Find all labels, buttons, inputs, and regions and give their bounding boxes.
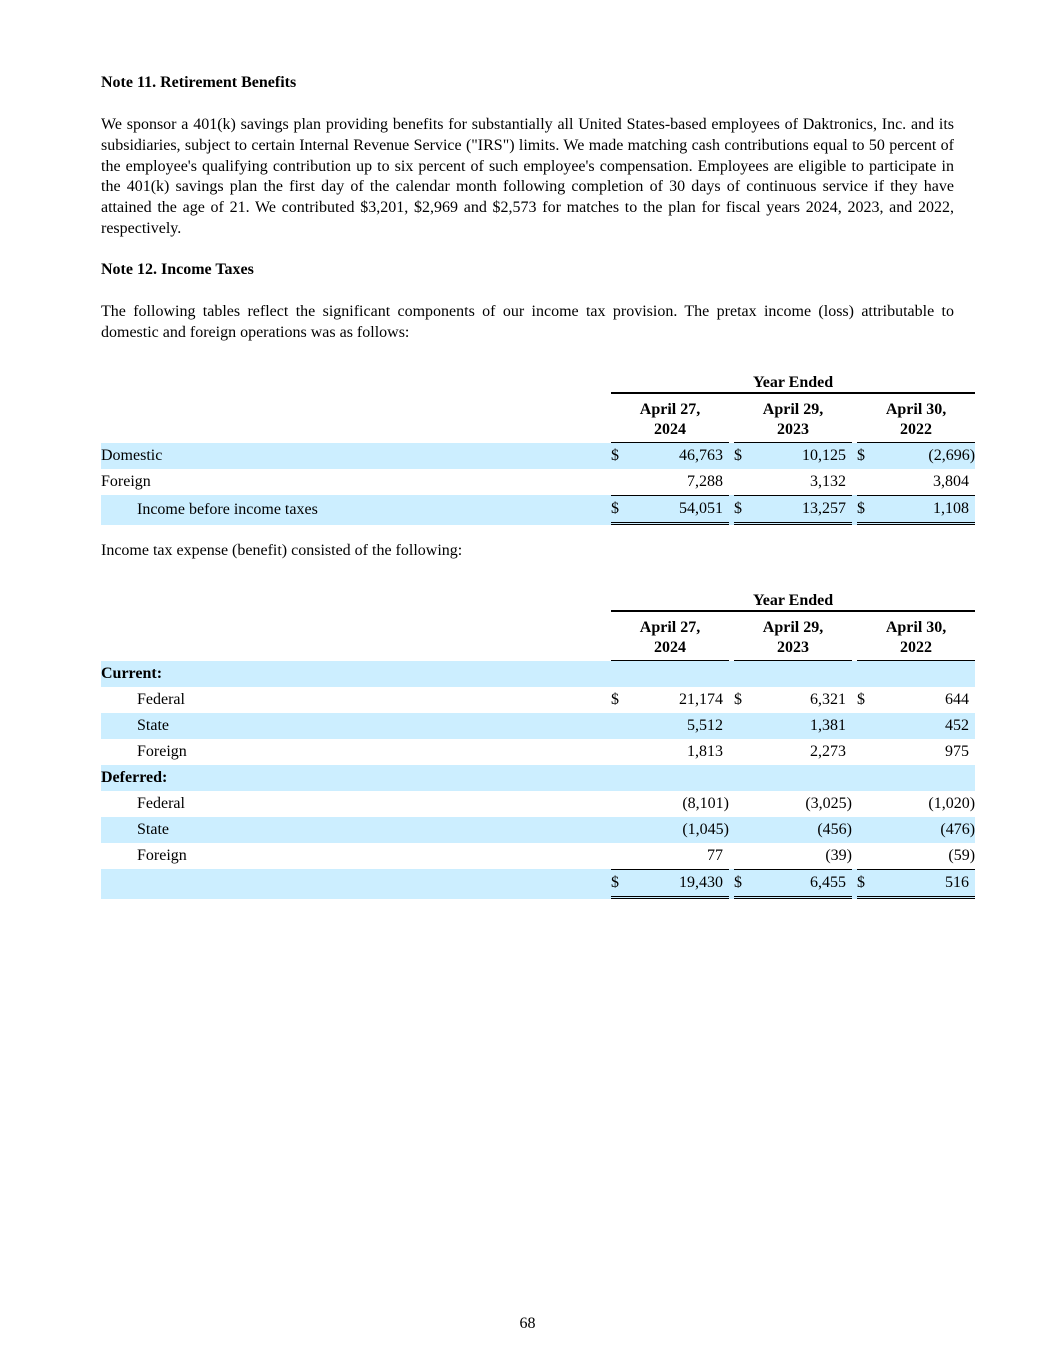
table-row: Federal $ 21,174 $ 6,321 $ 644	[137, 691, 969, 708]
note11-body: We sponsor a 401(k) savings plan providing benefits for substantially all United States-based employees of Daktronics, Inc. and its subsidiaries, subject to certain Internal Revenue Service ("IRS") limits. We made matching cash contributions equal to 50 percent of the employee's qualifying contribution up to six percent of such employee's compensation. Employees are eligible to participate in the 401(k) savings plan the first day of the calendar month following completion of 30 days of continuous service if they have attained the age of 21. We contributed $3,201, $2,969 and $2,573 for matches to the plan for fiscal years 2024, 2023, and 2022, respectively.	[101, 116, 954, 237]
note12-title: Note 12. Income Taxes	[101, 261, 254, 278]
note12-intro: The following tables reflect the significant components of our income tax provision. The pretax income (loss) attributable to domestic and foreign operations was as follows:	[101, 303, 954, 341]
table-row: Federal (8,101) (3,025) (1,020)	[137, 795, 976, 812]
income-tax-expense-table	[101, 586, 975, 899]
note11-title: Note 11. Retirement Benefits	[101, 74, 297, 91]
table-row: Foreign 77 (39) (59)	[137, 847, 976, 864]
year-ended-header: Year Ended	[611, 586, 975, 612]
section-row-deferred: Deferred:	[101, 765, 975, 791]
table-total-row: Income before income taxes $ 54,051 $ 13,257 $ 1,108	[101, 495, 975, 525]
pretax-income-table	[101, 368, 975, 525]
column-header-2022: April 30, 2022	[857, 612, 975, 661]
table-total-row: $ 19,430 $ 6,455 $ 516	[101, 869, 975, 899]
page-number: 68	[519, 1315, 536, 1332]
column-header-2023: April 29, 2023	[734, 394, 852, 443]
table-row: State 5,512 1,381 452	[101, 713, 975, 739]
table-row: Foreign 1,813 2,273 975	[137, 743, 969, 760]
column-header-2022: April 30, 2022	[857, 394, 975, 443]
column-header-2024: April 27, 2024	[611, 394, 729, 443]
table-row: State (1,045) (456) (476)	[101, 817, 975, 843]
table-row: Foreign 7,288 3,132 3,804	[101, 473, 969, 490]
year-ended-header: Year Ended	[611, 368, 975, 394]
column-header-2023: April 29, 2023	[734, 612, 852, 661]
section-row-current: Current:	[101, 661, 975, 687]
table-row: Domestic $ 46,763 $ 10,125 $ (2,696)	[101, 443, 975, 469]
column-header-2024: April 27, 2024	[611, 612, 729, 661]
note12-second-intro: Income tax expense (benefit) consisted of the following:	[101, 542, 463, 559]
